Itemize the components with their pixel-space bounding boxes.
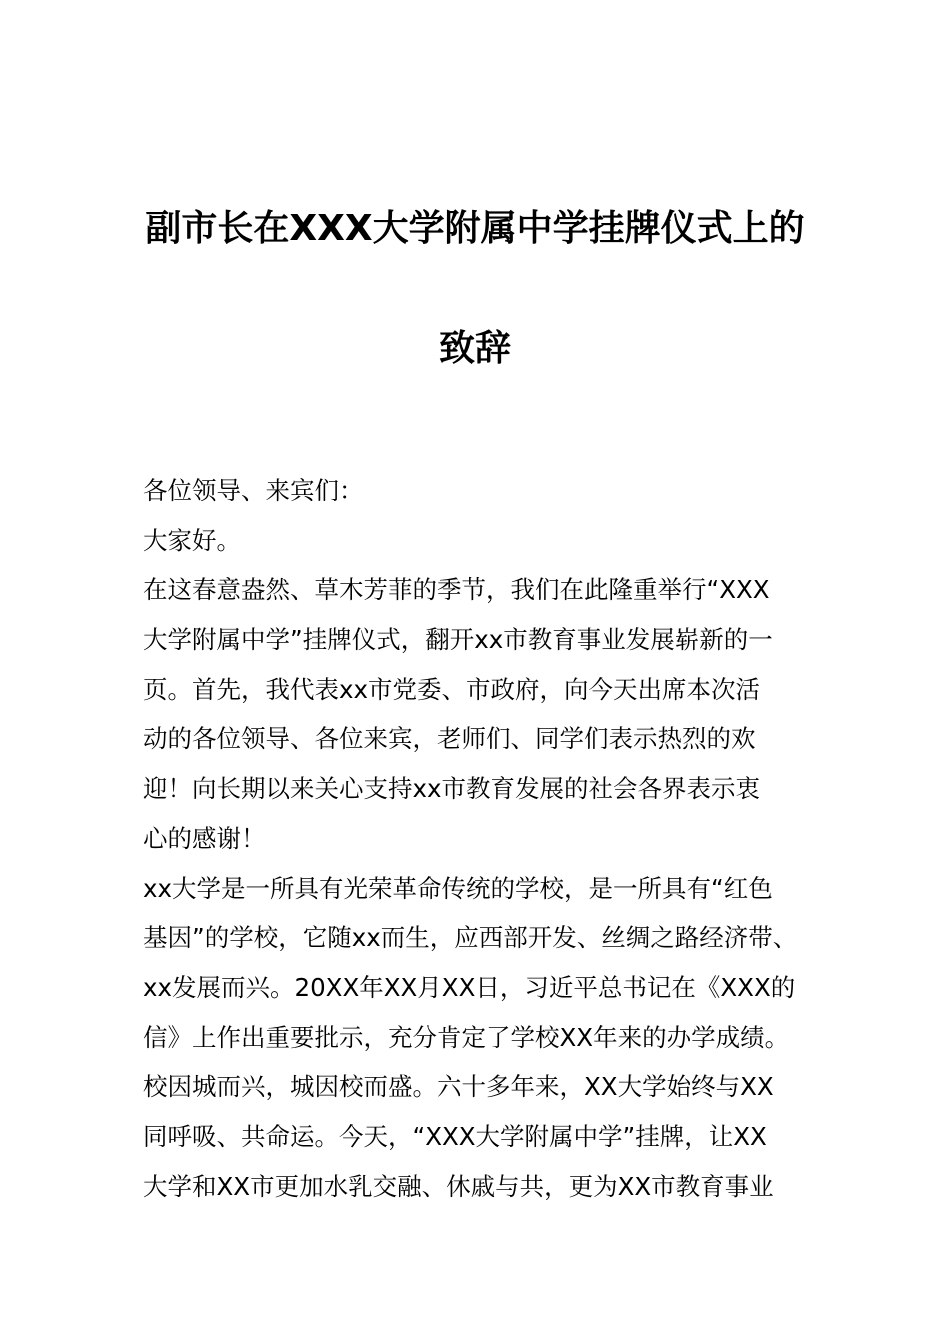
paragraph-line: 基因”的学校，它随xx而生，应西部开发、丝绸之路经济带、 bbox=[143, 923, 798, 953]
greeting-line: 大家好。 bbox=[143, 525, 241, 555]
document-title-line-1: 副市长在XXX大学附属中学挂牌仪式上的 bbox=[145, 208, 805, 249]
document-title-line-2: 致辞 bbox=[438, 328, 511, 369]
paragraph-line: 校因城而兴，城因校而盛。六十多年来，XX大学始终与XX bbox=[143, 1072, 774, 1102]
document-body bbox=[143, 466, 813, 1211]
paragraph-line: 动的各位领导、各位来宾，老师们、同学们表示热烈的欢 bbox=[143, 724, 756, 754]
paragraph-line: 心的感谢！ bbox=[143, 823, 266, 853]
paragraph-line: 迎！向长期以来关心支持xx市教育发展的社会各界表示衷 bbox=[143, 774, 760, 804]
paragraph-line: 信》上作出重要批示，充分肯定了学校XX年来的办学成绩。 bbox=[143, 1022, 790, 1052]
paragraph-line: 大学和XX市更加水乳交融、休戚与共，更为XX市教育事业 bbox=[143, 1171, 774, 1201]
paragraph-line: xx大学是一所具有光荣革命传统的学校，是一所具有“红色 bbox=[143, 873, 773, 903]
paragraph-line: 大学附属中学”挂牌仪式，翻开xx市教育事业发展崭新的一 bbox=[143, 625, 773, 655]
paragraph-line: xx发展而兴。20XX年XX月XX日，习近平总书记在《XXX的 bbox=[143, 972, 796, 1002]
paragraph-line: 同呼吸、共命运。今天，“XXX大学附属中学”挂牌，让XX bbox=[143, 1121, 767, 1151]
paragraph-line: 在这春意盎然、草木芳菲的季节，我们在此隆重举行“XXX bbox=[143, 575, 770, 605]
paragraph-line: 页。首先，我代表xx市党委、市政府，向今天出席本次活 bbox=[143, 674, 760, 704]
salutation-line: 各位领导、来宾们： bbox=[143, 476, 364, 505]
